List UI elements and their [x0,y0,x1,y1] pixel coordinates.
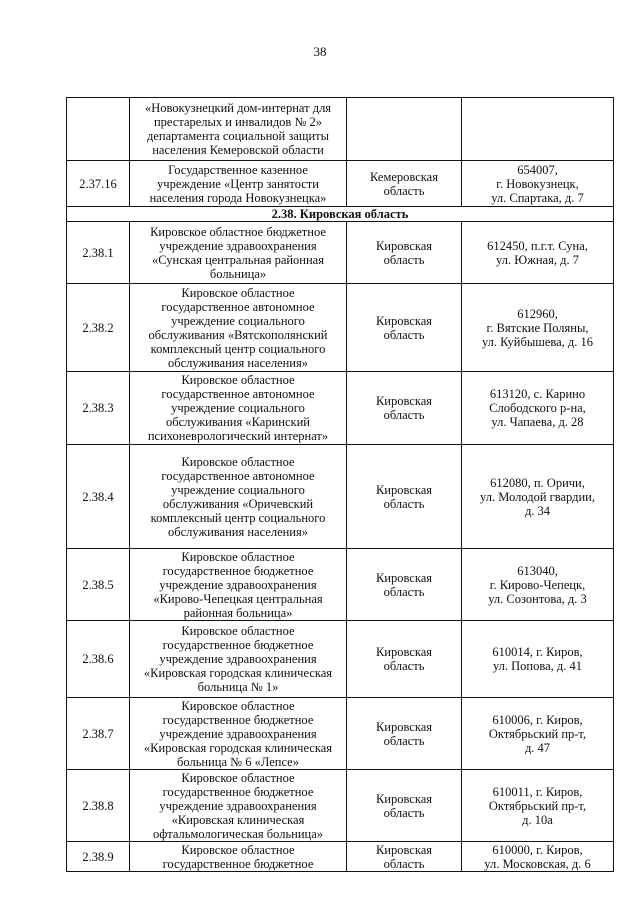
address-line: 610006, г. Киров, [492,712,583,727]
organization-name-line: районная больница» [183,605,293,620]
organization-name-line: населения города Новокузнецка» [149,190,327,205]
region [347,284,462,372]
organization-name-line: «Новокузнецкий дом-интернат для [144,101,332,115]
organization-name [130,161,347,207]
address-line: д. 10а [522,812,553,827]
address-line: 612450, п.г.т. Суна, [487,238,588,253]
address-line: ул. Попова, д. 41 [492,659,583,673]
address [462,842,614,872]
address-line: 613040, [517,563,558,578]
address-line: г. Вятские Поляны, [486,320,589,335]
organization-name-line: учреждение «Центр занятости [157,176,319,191]
row-number: 2.38.4 [67,445,130,549]
organization-name-line: государственное бюджетное [162,856,314,871]
address [462,222,614,284]
address-line: 610011, г. Киров, [492,784,583,799]
organization-name-line: комплексный центр социального [150,510,326,525]
table-row [67,372,614,445]
address-line: ул. Московская, д. 6 [484,856,591,871]
region-line: область [383,252,425,267]
region [347,621,462,698]
table-row [67,284,614,372]
region [347,222,462,284]
address [462,770,614,842]
address-line: д. 47 [524,740,551,755]
organization-name-line: «Кирово-Чепецкая центральная [153,591,323,606]
region-line: Кировская [375,238,433,253]
section-header-row [67,207,614,222]
row-number: 2.38.5 [67,549,130,621]
organization-name-line: государственное автономное [161,387,315,401]
organization-name-line: Кировское областное [181,770,295,785]
region-line: область [383,496,425,511]
address-line: ул. Молодой гвардии, [480,489,595,504]
table-row [67,770,614,842]
address [462,621,614,698]
region-line: Кемеровская [370,169,438,184]
row-number: 2.38.6 [67,621,130,698]
row-number: 2.38.8 [67,770,130,842]
organization-name [130,372,347,445]
organization-name-line: обслуживания «Оричевский [162,496,314,511]
organization-name-line: государственное бюджетное [162,563,314,578]
row-number: 2.38.9 [67,842,130,872]
region [347,698,462,770]
table-row [67,621,614,698]
organization-name [130,549,347,621]
region-line: Кировская [375,842,433,857]
organization-name-line: больница № 1» [197,680,279,694]
organization-name-line: населения Кемеровской области [152,143,324,157]
region-line: область [383,584,425,599]
organization-name-line: Кировское областное [181,454,295,469]
address [462,372,614,445]
organization-name-line: «Сунская центральная районная [152,252,324,267]
region [347,445,462,549]
organization-name-line: учреждение здравоохранения [159,238,317,253]
organizations-table [66,97,614,872]
address [462,549,614,621]
address [462,445,614,549]
organization-name-line: учреждение здравоохранения [159,577,317,592]
region-line: Кировская [375,394,433,408]
organization-name-line: обслуживания населения» [168,524,308,539]
address-line: 613120, с. Карино [489,387,586,401]
organization-name-line: Государственное казенное [168,162,308,177]
region-line: область [383,659,425,673]
organization-name-line: больница № 6 «Лепсе» [177,754,299,769]
region [347,161,462,207]
table-row [67,98,614,161]
address-line: д. 34 [524,503,551,518]
table-row [67,222,614,284]
region [347,98,462,161]
row-number [67,98,130,161]
organization-name [130,842,347,872]
address-line: 612080, п. Оричи, [490,475,585,490]
organization-name-line: Кировское областное [181,698,295,713]
organization-name-line: Кировское областное [181,549,295,564]
organization-name [130,770,347,842]
region-line: Кировская [375,482,433,497]
region [347,549,462,621]
row-number: 2.38.7 [67,698,130,770]
organization-name [130,222,347,284]
organization-name-line: Кировское областное [181,285,295,300]
organization-name-line: Кировское областное [181,624,295,638]
region-line: область [383,856,425,871]
region-line: Кировская [375,719,433,734]
address-line: ул. Куйбышева, д. 16 [481,334,594,349]
address [462,698,614,770]
address-line: г. Новокузнецк, [496,176,579,191]
region [347,770,462,842]
organization-name-line: государственное автономное [161,299,315,314]
region-line: Кировская [375,313,433,328]
address [462,161,614,207]
row-number: 2.37.16 [67,161,130,207]
address-line: 612960, [517,306,558,321]
address [462,98,614,161]
row-number: 2.38.3 [67,372,130,445]
address-line: 654007, [517,162,558,177]
region [347,372,462,445]
organization-name-line: «Кировская городская клиническая [143,740,333,755]
organization-name-line: комплексный центр социального [150,341,326,356]
organization-name-line: департамента социальной защиты [146,129,330,143]
organization-name-line: «Кировская городская клиническая [143,666,333,680]
organization-name [130,621,347,698]
table-row [67,698,614,770]
row-number: 2.38.2 [67,284,130,372]
organization-name-line: Кировское областное [181,842,295,857]
table-row [67,842,614,872]
address-line: 610014, г. Киров, [492,645,583,659]
region-line: Кировская [375,570,433,585]
organization-name [130,284,347,372]
region-line: область [383,183,425,198]
organization-name-line: обслуживания населения» [168,355,308,370]
organization-name-line: обслуживания «Каринский [166,415,310,429]
page-number: 38 [313,44,327,59]
organization-name [130,698,347,770]
region-line: область [383,408,425,422]
organization-name-line: государственное бюджетное [162,712,314,727]
organization-name-line: Кировское областное [181,373,295,387]
table-row [67,445,614,549]
region-line: область [383,805,425,820]
organization-name [130,98,347,161]
organization-name-line: учреждение здравоохранения [159,652,317,666]
organization-name-line: учреждение здравоохранения [159,798,317,813]
region [347,842,462,872]
organization-name-line: государственное бюджетное [162,638,314,652]
region-line: Кировская [375,791,433,806]
address-line: Октябрьский пр-т, [488,726,587,741]
region-line: Кировская [375,645,433,659]
table-row [67,549,614,621]
address-line: 610000, г. Киров, [492,842,583,857]
organization-name-line: обслуживания «Вятскополянский [148,327,328,342]
organization-name-line: офтальмологическая больница» [152,826,324,841]
address-line: г. Кирово-Чепецк, [489,577,586,592]
organization-name-line: учреждение социального [171,313,305,328]
address [462,284,614,372]
address-line: Октябрьский пр-т, [488,798,587,813]
address-line: ул. Южная, д. 7 [496,252,579,267]
region-line: область [383,327,425,342]
organization-name-line: государственное автономное [161,468,315,483]
organization-name-line: «Кировская клиническая [171,812,305,827]
organization-name-line: больница» [209,266,267,281]
address-line: Слободского р-на, [489,401,586,415]
table-body [67,98,614,872]
address-line: ул. Чапаева, д. 28 [491,415,584,429]
organization-name-line: государственное бюджетное [162,784,314,799]
address-line: ул. Спартака, д. 7 [491,190,584,205]
organization-name-line: психоневрологический интернат» [147,429,329,443]
row-number: 2.38.1 [67,222,130,284]
section-title: 2.38. Кировская область [67,207,614,222]
region-line: область [383,733,425,748]
table-row [67,161,614,207]
organization-name-line: учреждение социального [171,482,305,497]
organization-name-line: учреждение социального [171,401,305,415]
organization-name [130,445,347,549]
organization-name-line: престарелых и инвалидов № 2» [153,115,323,129]
organization-name-line: учреждение здравоохранения [159,726,317,741]
organization-name-line: Кировское областное бюджетное [150,224,326,239]
address-line: ул. Созонтова, д. 3 [488,591,587,606]
